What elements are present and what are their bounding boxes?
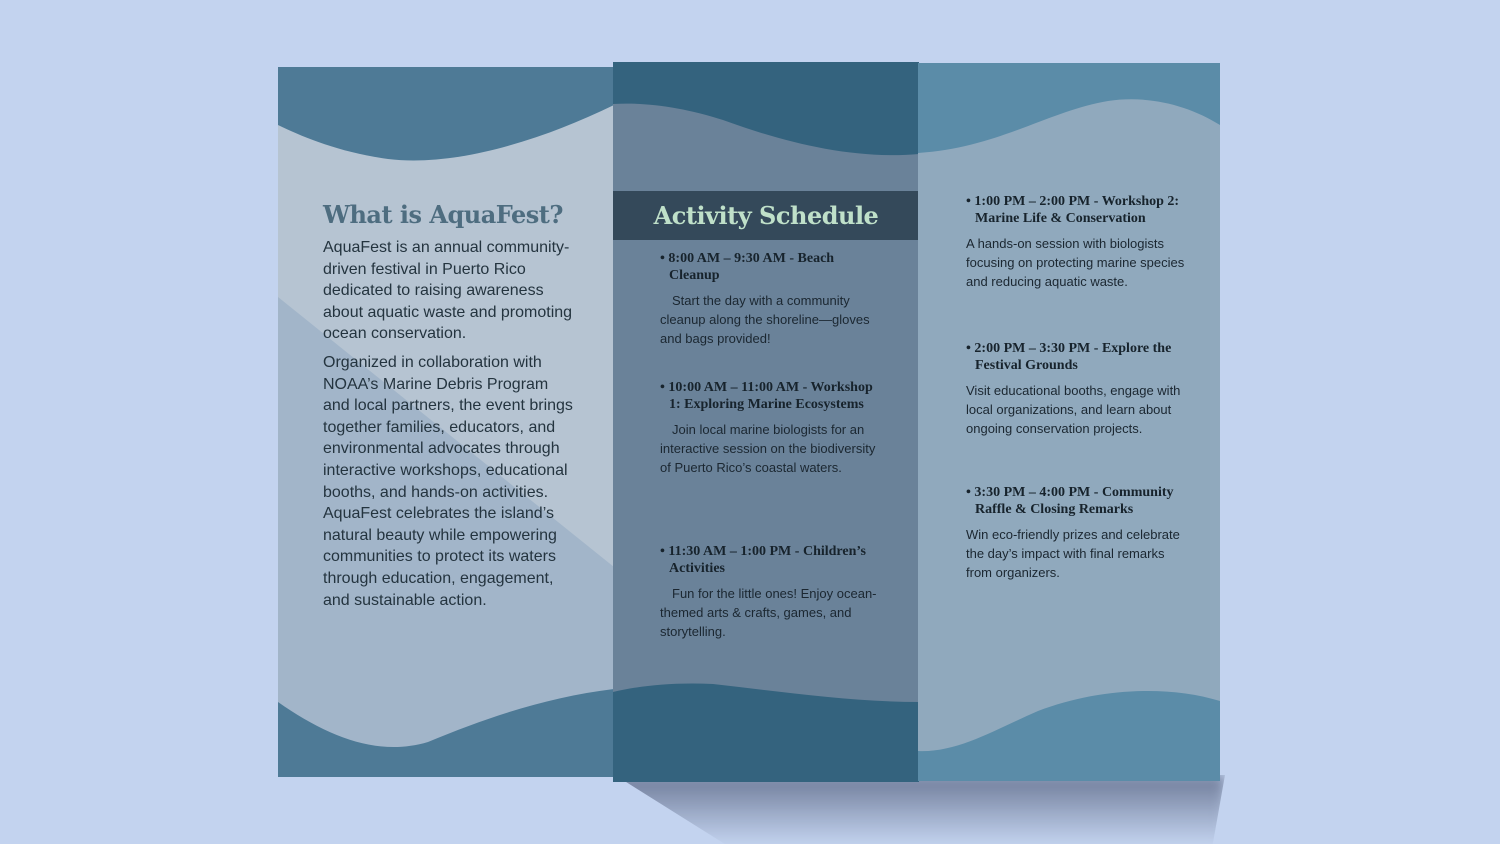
schedule-item-heading: • 3:30 PM – 4:00 PM - Community Raffle & Closing Remarks [966, 485, 1174, 517]
schedule-activity: Workshop 2: Marine Life & Conservation [975, 194, 1180, 226]
schedule-title: Activity Schedule [653, 201, 879, 230]
schedule-item-heading: • 1:00 PM – 2:00 PM - Workshop 2: Marine Life & Conservation [966, 194, 1180, 226]
schedule-item [660, 543, 885, 641]
about-body [323, 237, 573, 618]
schedule-item-heading: • 8:00 AM – 9:30 AM - Beach Cleanup [660, 251, 835, 283]
schedule-description: Start the day with a community cleanup along the shoreline—gloves and bags provided! [660, 293, 870, 346]
schedule-activity: Workshop 1: Exploring Marine Ecosystems [669, 380, 873, 412]
schedule-description: Win eco-friendly prizes and celebrate the day’s impact with final remarks from organizers. [966, 527, 1180, 580]
schedule-description: Fun for the little ones! Enjoy ocean-themed arts & crafts, games, and storytelling. [660, 586, 877, 639]
schedule-item [966, 484, 1191, 582]
schedule-time: 1:00 PM – 2:00 PM [974, 194, 1091, 209]
schedule-activity: Children’s Activities [669, 544, 866, 576]
schedule-item [660, 250, 885, 348]
schedule-item [660, 379, 885, 477]
brochure-panel-right [918, 63, 1220, 781]
brochure-panel-left [278, 67, 614, 777]
schedule-item-heading: • 10:00 AM – 11:00 AM - Workshop 1: Exploring Marine Ecosystems [660, 380, 873, 412]
schedule-time: 2:00 PM – 3:30 PM [974, 341, 1091, 356]
schedule-description: Visit educational booths, engage with local organizations, and learn about ongoing conservation projects. [966, 383, 1181, 436]
schedule-description: Join local marine biologists for an interactive session on the biodiversity of Puerto Rico’s coastal waters. [660, 422, 876, 475]
schedule-activity: Beach Cleanup [669, 251, 835, 283]
brochure-shadow [615, 775, 1225, 844]
about-paragraph: AquaFest is an annual community-driven festival in Puerto Rico dedicated to raising awareness about aquatic waste and promoting ocean conservation. [323, 239, 573, 343]
schedule-time: 10:00 AM – 11:00 AM [668, 380, 800, 395]
schedule-item-heading: • 11:30 AM – 1:00 PM - Children’s Activities [660, 544, 866, 576]
schedule-description: A hands-on session with biologists focusing on protecting marine species and reducing aquatic waste. [966, 236, 1185, 289]
schedule-activity: Explore the Festival Grounds [975, 341, 1172, 373]
schedule-time: 11:30 AM – 1:00 PM [668, 544, 792, 559]
schedule-activity: Community Raffle & Closing Remarks [975, 485, 1174, 517]
schedule-item [966, 340, 1191, 438]
schedule-time: 8:00 AM – 9:30 AM [668, 251, 786, 266]
brochure-panel-middle [613, 62, 919, 782]
about-title: What is AquaFest? [323, 200, 563, 229]
schedule-item-heading: • 2:00 PM – 3:30 PM - Explore the Festival Grounds [966, 341, 1172, 373]
schedule-time: 3:30 PM – 4:00 PM [974, 485, 1091, 500]
about-paragraph: Organized in collaboration with NOAA’s Marine Debris Program and local partners, the event brings together families, educators, and environmental advocates through interactive workshops, educational booths, and hands-on activities. AquaFest celebrates the island’s natural beauty while empowering communities to protect its waters through education, engagement, and sustainable action. [323, 353, 573, 609]
schedule-item [966, 193, 1191, 291]
